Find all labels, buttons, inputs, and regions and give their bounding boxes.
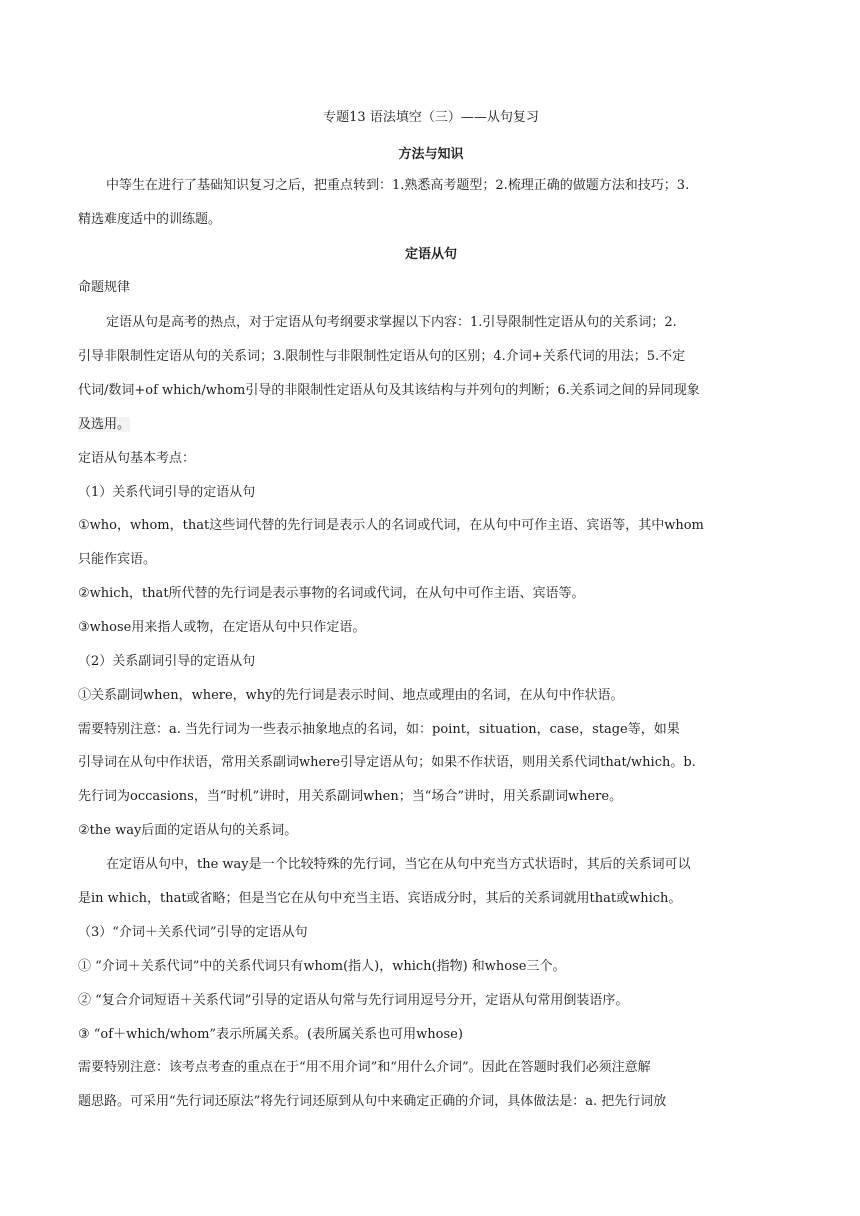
basics-label: 定语从句基本考点： [78, 451, 196, 466]
point1-item-3: ③whose用来指人或物，在定语从句中只作定语。 [78, 620, 366, 635]
point2-note-1: 需要特别注意：a. 当先行词为一些表示抽象地点的名词，如：point，situation，case，stage等，如果 [78, 722, 680, 737]
rule-line-3: 代词/数词+of which/whom引导的非限制性定语从句及其该结构与并列句的判断；6.关系词之间的异同现象 [78, 383, 700, 398]
point2-item-1: ①关系副词when，where，why的先行词是表示时间、地点或理由的名词，在从句中作状语。 [78, 688, 624, 703]
rule-line-1: 定语从句是高考的热点，对于定语从句考纲要求掌握以下内容：1.引导限制性定语从句的关系词；2. [106, 315, 677, 330]
point3-item-1: ① “介词＋关系代词”中的关系代词只有whom(指人)，which(指物) 和whose三个。 [78, 959, 566, 974]
rule-line-4: 及选用。 [78, 417, 131, 432]
point1-item-2: ②which，that所代替的先行词是表示事物的名词或代词，在从句中可作主语、宾语等。 [78, 586, 585, 601]
point3-item-2: ② “复合介词短语＋关系代词”引导的定语从句常与先行词用逗号分开，定语从句常用倒装语序。 [78, 993, 629, 1008]
rule-line-2: 引导非限制性定语从句的关系词；3.限制性与非限制性定语从句的区别；4.介词+关系代词的用法；5.不定 [78, 349, 686, 364]
point1-item-1: ①who，whom，that这些词代替的先行词是表示人的名词或代词，在从句中可作主语、宾语等，其中whom [78, 518, 704, 533]
note-line-1: 需要特别注意：该考点考查的重点在于“用不用介词”和“用什么介词”。因此在答题时我们必须注意解 [78, 1060, 651, 1075]
point2-note-2: 引导词在从句中作状语，常用关系副词where引导定语从句；如果不作状语，则用关系代词that/which。b. [78, 755, 696, 770]
point3-title: （3）“介词＋关系代词”引导的定语从句 [78, 925, 308, 940]
point2-item-2: ②the way后面的定语从句的关系词。 [78, 823, 298, 838]
intro-line-2: 精选难度适中的训练题。 [78, 212, 222, 227]
point2-note-3: 先行词为occasions，当“时机”讲时，用关系副词when；当“场合”讲时，用关系副词where。 [78, 789, 623, 804]
point2-title: （2）关系副词引导的定语从句 [78, 654, 256, 669]
point1-title: （1）关系代词引导的定语从句 [78, 485, 256, 500]
section-heading-methods: 方法与知识 [398, 147, 464, 162]
point1-item-1-cont: 只能作宾语。 [78, 552, 157, 567]
point2-para-1: 在定语从句中，the way是一个比较特殊的先行词，当它在从句中充当方式状语时，其后的关系词可以 [106, 857, 691, 872]
point2-para-2: 是in which，that或省略；但是当它在从句中充当主语、宾语成分时，其后的关系词就用that或which。 [78, 891, 682, 906]
intro-line-1: 中等生在进行了基础知识复习之后，把重点转到：1.熟悉高考题型；2.梳理正确的做题方法和技巧；3. [106, 178, 690, 193]
rule-label: 命题规律 [78, 280, 131, 295]
document-title: 专题13 语法填空（三）——从句复习 [323, 110, 539, 125]
section-heading-attributive-clause: 定语从句 [404, 247, 457, 262]
note-line-2: 题思路。可采用“先行词还原法”将先行词还原到从句中来确定正确的介词，具体做法是：a. 把先行词放 [78, 1094, 667, 1109]
point3-item-3: ③ “of＋which/whom”表示所属关系。(表所属关系也可用whose) [78, 1027, 463, 1042]
